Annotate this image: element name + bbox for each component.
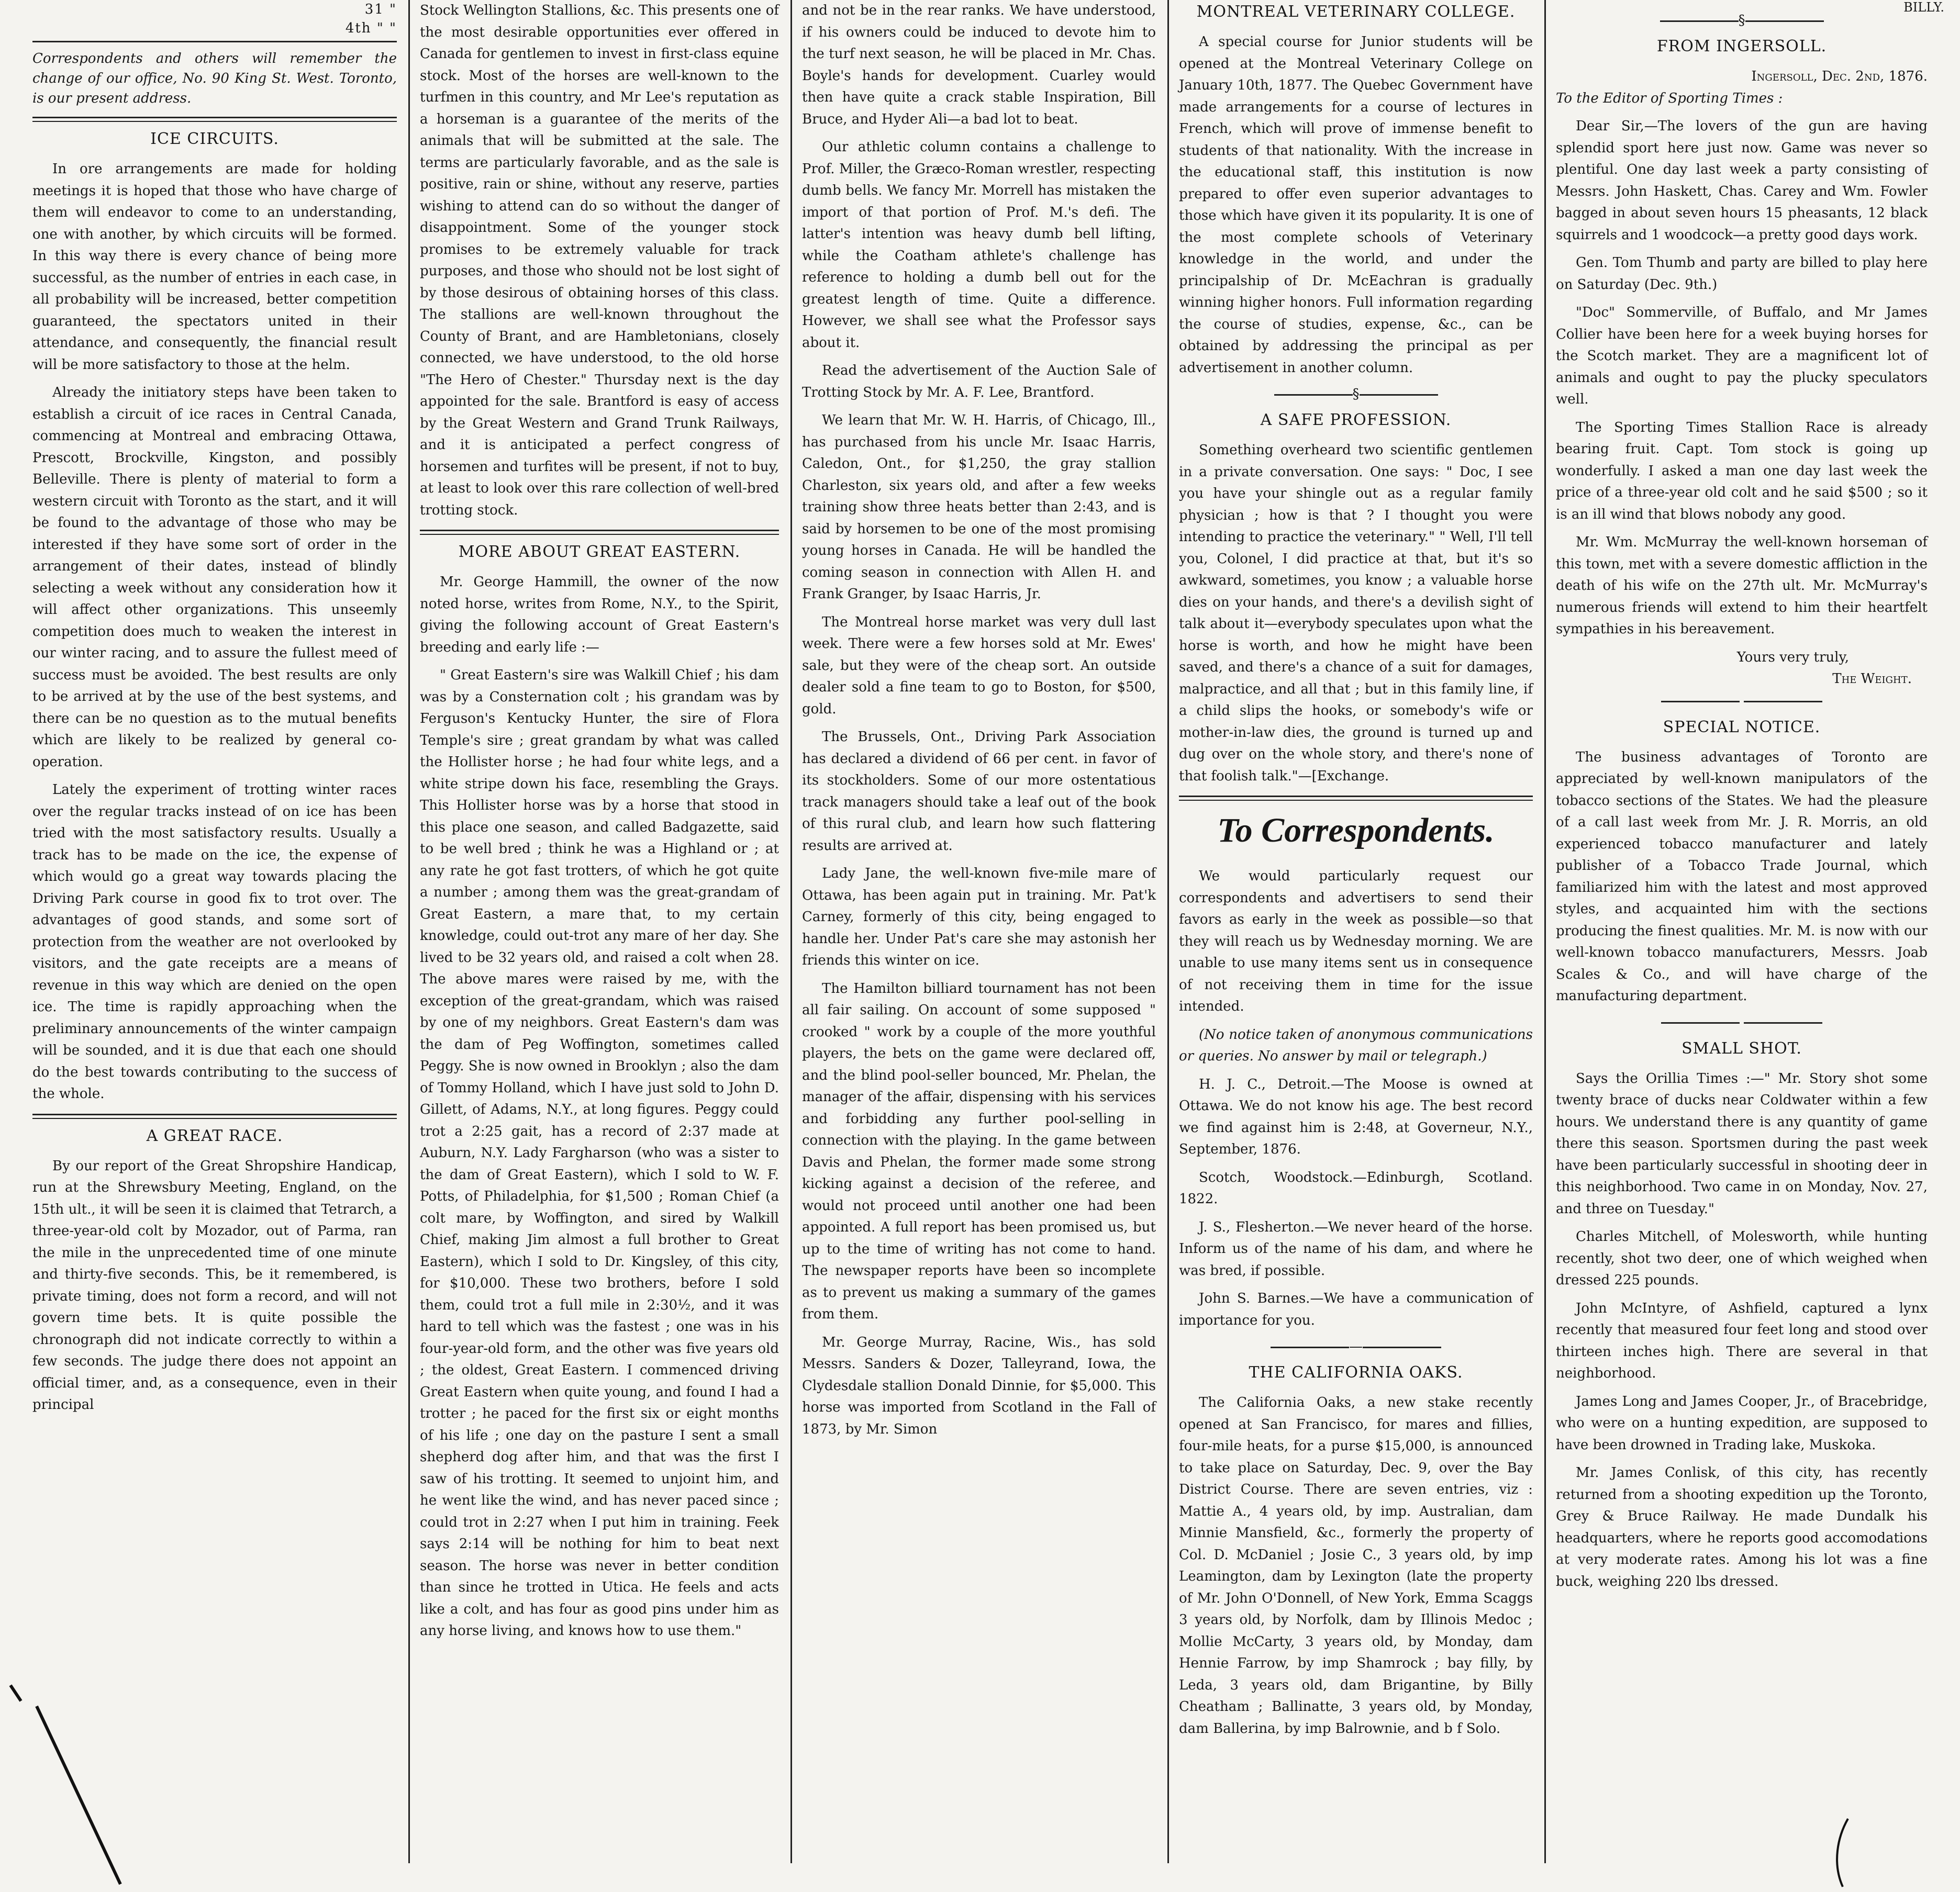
- letter-closing: Yours very truly,: [1736, 649, 1849, 665]
- correspondent-answer: Scotch, Woodstock.—Edinburgh, Scotland. 1822.: [1179, 1169, 1533, 1207]
- article-paragraph: John McIntyre, of Ashfield, captured a lynx recently that measured four feet long and stood over thirteen inches high. There are several in that neighborhood.: [1556, 1300, 1928, 1381]
- divider: [32, 117, 397, 122]
- veterinary-college-heading: MONTREAL VETERINARY COLLEGE.: [1196, 3, 1516, 21]
- scan-mark: [1827, 1816, 1858, 1889]
- great-eastern-heading: MORE ABOUT GREAT EASTERN.: [458, 543, 741, 561]
- article-paragraph: Lately the experiment of trotting winter races over the regular tracks instead of on ice has been tried with the most satisfactory results. Usually a track has to be made on the ice, the expense of which would go a great way towards placing the Driving Park course in good fix to trot over. The advantages of good stands, and some sort of protection from the weather are not overlooked by visitors, and the gate receipts are a means of revenue in this way which are denied on the open ice. The time is rapidly approaching when the preliminary announcements of the winter campaign will be sounded, and it is due that each one should do the best towards contributing to the success of the whole.: [32, 782, 397, 1102]
- ornament-divider: [1556, 692, 1928, 710]
- article-paragraph: The Montreal horse market was very dull last week. There were a few horses sold at Mr. Ewes' sale, but they were of the cheap sort. An outside dealer sold a fine team to go to Boston, for $500, gold.: [802, 614, 1156, 717]
- great-race-heading: A GREAT RACE.: [146, 1126, 283, 1145]
- article-paragraph: We would particularly request our correspondents and advertisers to send their favors as early in the week as possible—so that they will reach us by Wednesday morning. We are unable to use many items sent us in consequence of not receiving them in time for the issue intended.: [1179, 868, 1533, 1014]
- divider: [32, 1114, 397, 1119]
- article-paragraph: Something overheard two scientific gentlemen in a private conversation. One says: " Doc, I see you have your shingle out as a regular family physician ; how is that ? I thought you were intending to practice the veterinary." " Well, I'll tell you, Colonel, I did practice at that, but it's so awkward, sometimes, you know ; a valuable horse dies on your hands, and there's a devilish sight of talk about it—everybody speculates upon what the horse is worth, and how he might have been saved, and there's a chance of a suit for damages, malpractice, and all that ; but in this family line, if a child slips the hooks, or somebody's wife or mother-in-law dies, the ground is turned up and dug over on the whole story, and there's none of that foolish talk."—[Exchange.: [1179, 442, 1533, 784]
- california-oaks-heading: THE CALIFORNIA OAKS.: [1249, 1363, 1463, 1382]
- letter-paragraph: Mr. Wm. McMurray the well-known horseman of this town, met with a severe domestic affliction in the death of his wife on the 27th ult. Mr. McMurray's numerous friends will extend to him their heartfelt sympathies in his bereavement.: [1556, 534, 1928, 637]
- ornament-divider: —: [1179, 1338, 1533, 1356]
- article-paragraph: The California Oaks, a new stake recently opened at San Francisco, for mares and fillies, four-mile heats, for a purse $15,000, is announced to take place on Saturday, Dec. 9, over the Bay District Course. There are seven entries, viz : Mattie A., 4 years old, by imp. Australian, dam Minnie Mansfield, &c., formerly the property of Col. D. McDaniel ; Josie C., 3 years old, by imp Leamington, dam by Lexington (late the property of Mr. John O'Donnell, of New York, Emma Scaggs 3 years old, by Norfolk, dam by Illinois Medoc ; Mollie McCarty, 3 years old, by Monday, dam Hennie Farrow, by imp Shamrock ; bay filly, by Leda, 3 years old, dam Brigantine, by Billy Cheatham ; Ballinatte, 3 years old, by Monday, dam Ballerina, by imp Balrownie, and b f Solo.: [1179, 1395, 1533, 1737]
- letter-paragraph: Gen. Tom Thumb and party are billed to play here on Saturday (Dec. 9th.): [1556, 255, 1928, 293]
- divider: [420, 530, 779, 535]
- correspondent-answer: J. S., Flesherton.—We never heard of the horse. Inform us of the name of his dam, and where he was bred, if possible.: [1179, 1219, 1533, 1279]
- anonymous-note: (No notice taken of anonymous communications or queries. No answer by mail or telegraph.): [1179, 1026, 1533, 1064]
- column-4: [1167, 0, 1544, 1863]
- article-paragraph: Our athletic column contains a challenge to Prof. Miller, the Græco-Roman wrestler, respecting dumb bells. We fancy Mr. Morrell has mistaken the import of that portion of Prof. M.'s defi. The latter's intention was heavy dumb bell lifting, while the Coatham athlete's challenge has reference to holding a dumb bell out for the greatest length of time. Quite a difference. However, we shall see what the Professor says about it.: [802, 139, 1156, 351]
- column-1: [21, 0, 408, 1863]
- article-paragraph: In ore arrangements are made for holding meetings it is hoped that those who have charge of them will endeavor to come to an understanding, one with another, by which circuits will be formed. In this way there is every chance of being more successful, as the number of entries in each case, in all probability will be increased, better competition guaranteed, the spectators united in their attendance, and consequently, the financial result will be more satisfactory to those at the helm.: [32, 161, 397, 373]
- article-paragraph: Charles Mitchell, of Molesworth, while hunting recently, shot two deer, one of which weighed when dressed 225 pounds.: [1556, 1229, 1928, 1288]
- article-paragraph: Says the Orillia Times :—" Mr. Story shot some twenty brace of ducks near Coldwater within a few hours. We understand there is any quantity of game there this season. Sportsmen during the past week have been particularly successful in shooting deer in this neighborhood. Two came in on Monday, Nov. 27, and three on Tuesday.": [1556, 1070, 1928, 1217]
- article-paragraph: and not be in the rear ranks. We have understood, if his owners could be induced to devote him to the turf next season, he will be placed in Mr. Chas. Boyle's hands for development. Cuarley would then have quite a crack stable Inspiration, Bill Bruce, and Hyder Ali—a bad lot to beat.: [802, 3, 1156, 127]
- article-paragraph: The Brussels, Ont., Driving Park Association has declared a dividend of 66 per cent. in favor of its stockholders. Some of our more ostentatious track managers should take a leaf out of the book of this rural club, and learn how such flattering results are arrived at.: [802, 729, 1156, 854]
- article-paragraph: Mr. James Conlisk, of this city, has recently returned from a shooting expedition up the Toronto, Grey & Bruce Railway. He made Dundalk his headquarters, where he reports good accomodations at very moderate rates. Among his lot was a fine buck, weighing 220 lbs dressed.: [1556, 1465, 1928, 1589]
- article-paragraph: The Hamilton billiard tournament has not been all fair sailing. On account of some supposed " crooked " work by a couple of the more youthful players, the bets on the game were declared off, and the blind pool-seller bounced, Mr. Phelan, the manager of the affair, dispensing with his services and forbidding any further pool-selling in connection with the playing. In the game between Davis and Phelan, the former made some strong kicking against a decision of the referee, and would not proceed until another one had been appointed. A full report has been promised us, but up to the time of writing has not come to hand. The newspaper reports have been so incomplete as to prevent us making a summary of the games from them.: [802, 980, 1156, 1322]
- top-list-row: 4th " ": [345, 20, 397, 36]
- article-paragraph: By our report of the Great Shropshire Handicap, run at the Shrewsbury Meeting, England, on the 15th ult., it will be seen it is claimed that Tetrarch, a three-year-old colt by Mozador, out of Parma, ran the mile in the unprecedented time of one minute and thirty-five seconds. This, be it remembered, is private timing, does not form a record, and will not govern time bets. It is quite possible the chronograph did not indicate correctly to within a few seconds. The judge there does not appoint an official timer, and, as a consequence, even in their principal: [32, 1158, 397, 1413]
- article-paragraph: Lady Jane, the well-known five-mile mare of Ottawa, has been again put in training. Mr. Pat'k Carney, formerly of this city, being engaged to handle her. Under Pat's care she may astonish her friends this winter on ice.: [802, 866, 1156, 968]
- article-paragraph: " Great Eastern's sire was Walkill Chief ; his dam was by a Consternation colt ; his grandam was by Ferguson's Kentucky Hunter, the sire of Flora Temple's sire ; great grandam by what was called the Hollister horse ; he had four white legs, and a white stripe down his face, resembling the Grays. This Hollister horse was by a horse that stood in this place one season, and called Badgazette, said to be well bred ; think he was a Highland or ; at any rate he got fast trotters, of which he got quite a number ; among them was the great-grandam of Great Eastern, a mare that, to my certain knowledge, could out-trot any mare of her day. She lived to be 32 years old, and raised a colt when 28. The above mares were raised by me, with the exception of the great-grandam, which was raised by one of my neighbors. Great Eastern's dam was the dam of Peg Woffington, sometimes called Peggy. She is now owned in Brooklyn ; also the dam of Tommy Holland, which I have just sold to John D. Gillett, of Adams, N.Y., at long figures. Peggy could trot a 2:25 gait, has a record of 2:37 made at Auburn, N.Y. Lady Fargharson (who was a sister to the dam of Great Eastern), which I sold to W. F. Potts, of Philadelphia, for $1,500 ; Roman Chief (a colt mare, by Woffington, and sired by Walkill Chief, making Jim almost a full brother to Great Eastern), which I sold to Dr. Kingsley, of this city, for $10,000. These two brothers, before I sold them, could trot a full mile in 2:30½, and it was hard to tell which was the fastest ; one was in his four-year-old form, and the other was five years old ; the oldest, Great Eastern. I commenced driving Great Eastern when quite young, and found I had a trotter ; he paced for the first six or eight months of his life ; one day on the pasture I sent a small shepherd dog after him, and that was the first I saw of his trotting. It seemed to unjoint him, and he went like the wind, and has never paced since ; could trot in 2:27 when I put him in training. Feek says 2:14 will be nothing for him to beat next season. The horse was never in better condition than since he trotted in Utica. He feels and acts like a colt, and has four as good pins under him as any horse living, and knows how to use them.": [420, 667, 779, 1639]
- column-5: [1544, 0, 1939, 1863]
- office-notice: Correspondents and others will remember the change of our office, No. 90 King St. West. Toronto, is our present address.: [32, 51, 397, 106]
- article-paragraph: Read the advertisement of the Auction Sale of Trotting Stock by Mr. A. F. Lee, Brantford.: [802, 363, 1156, 400]
- ornament-divider: §: [1179, 385, 1533, 403]
- small-shot-heading: SMALL SHOT.: [1681, 1039, 1802, 1058]
- salutation: To the Editor of Sporting Times :: [1556, 90, 1783, 106]
- article-paragraph: Mr. George Hammill, the owner of the now noted horse, writes from Rome, N.Y., to the Spirit, giving the following account of Great Eastern's breeding and early life :—: [420, 574, 779, 655]
- article-paragraph: Stock Wellington Stallions, &c. This presents one of the most desirable opportunities ever offered in Canada for gentlemen to invest in first-class equine stock. Most of the horses are well-known to the turfmen in this country, and Mr Lee's reputation as a horseman is a guarantee of the merits of the animals that will be submitted at the sale. The terms are particularly favorable, and as the sale is positive, rain or shine, without any reserve, parties wishing to attend can do so without the danger of disappointment. Some of the younger stock promises to be extremely valuable for track purposes, and those who should not be lost sight of by those desirous of obtaining horses of this class. The stallions are well-known throughout the County of Brant, and are Hambletonians, closely connected, we have understood, to the old horse "The Hero of Chester." Thursday next is the day appointed for the sale. Brantford is easy of access by the Great Western and Grand Trunk Railways, and it is anticipated a perfect congress of horsemen and turfites will be present, if not to buy, at least to look over this rare collection of well-bred trotting stock.: [420, 3, 779, 518]
- column-3: [790, 0, 1167, 1863]
- column-2: [408, 0, 790, 1863]
- header-fragment: BILLY.: [1903, 0, 1944, 15]
- letter-paragraph: "Doc" Sommerville, of Buffalo, and Mr James Collier have been here for a week buying horses for the Scotch market. They are a magnificent lot of animals and ought to pay the plucky speculators well.: [1556, 305, 1928, 407]
- article-paragraph: We learn that Mr. W. H. Harris, of Chicago, Ill., has purchased from his uncle Mr. Isaac Harris, Caledon, Ont., for $1,250, the gray stallion Charleston, six years old, and after a few weeks training show three heats better than 2:43, and is said by horsemen to be one of the most promising young horses in Canada. He will be handled the coming season in connection with Allen H. and Frank Granger, by Isaac Harris, Jr.: [802, 412, 1156, 602]
- article-paragraph: Mr. George Murray, Racine, Wis., has sold Messrs. Sanders & Dozer, Talleyrand, Iowa, the Clydesdale stallion Donald Dinnie, for $5,000. This horse was imported from Scotland in the Fall of 1873, by Mr. Simon: [802, 1334, 1156, 1437]
- top-list: [32, 0, 397, 38]
- letter-signature: The Weight.: [1832, 671, 1912, 687]
- scan-mark: [0, 1664, 136, 1889]
- correspondents-heading: To Correspondents.: [1217, 811, 1495, 849]
- dateline: Ingersoll, Dec. 2nd, 1876.: [1751, 69, 1928, 84]
- correspondent-answer: H. J. C., Detroit.—The Moose is owned at Ottawa. We do not know his age. The best record we find against him is 2:48, at Governeur, N.Y., September, 1876.: [1179, 1076, 1533, 1157]
- correspondent-answer: John S. Barnes.—We have a communication of importance for you.: [1179, 1291, 1533, 1328]
- article-paragraph: A special course for Junior students will be opened at the Montreal Veterinary College on January 10th, 1877. The Quebec Government have made arrangements for a course of lectures in French, which will prove of immense benefit to students of that nationality. With the increase in the educational staff, this institution is now prepared to offer even superior advantages to those which have given it its popularity. It is one of the most complete schools of Veterinary knowledge in the world, and under the principalship of Dr. McEachran is gradually winning higher honors. Full information regarding the course of studies, expense, &c., can be obtained by addressing the principal as per advertisement in another column.: [1179, 34, 1533, 376]
- article-paragraph: Already the initiatory steps have been taken to establish a circuit of ice races in Central Canada, commencing at Montreal and embracing Ottawa, Prescott, Brockville, Kingston, and possibly Belleville. There is plenty of material to form a western circuit with Toronto as the start, and it will be found to the advantage of those who may be interested if they have some sort of order in the arrangement of their dates, instead of blindly selecting a week without any consideration how it will affect other organizations. This unseemly competition does much to weaken the interest in our winter racing, and to assure the fullest meed of success must be avoided. The best results are only to be arrived at by the use of the best systems, and there can be no question as to the mutual benefits which are likely to be realized by general co-operation.: [32, 385, 397, 770]
- ingersoll-heading: FROM INGERSOLL.: [1656, 37, 1827, 55]
- safe-profession-heading: A SAFE PROFESSION.: [1260, 411, 1452, 429]
- top-list-row: 31 ": [364, 2, 397, 17]
- ice-circuits-heading: ICE CIRCUITS.: [150, 130, 279, 148]
- letter-paragraph: Dear Sir,—The lovers of the gun are having splendid sport here just now. Game was never so plentiful. One day last week a party consisting of Messrs. John Haskett, Chas. Carey and Wm. Fowler bagged in about seven hours 15 pheasants, 12 black squirrels and 1 woodcock—a pretty good days work.: [1556, 118, 1928, 243]
- article-paragraph: James Long and James Cooper, Jr., of Bracebridge, who were on a hunting expedition, are supposed to have been drowned in Trading lake, Muskoka.: [1556, 1393, 1928, 1453]
- divider: [1179, 796, 1533, 801]
- letter-paragraph: The Sporting Times Stallion Race is already bearing fruit. Capt. Tom stock is going up wonderfully. I asked a man one day last week the price of a three-year old colt and he said $500 ; so it is an ill wind that blows nobody any good.: [1556, 419, 1928, 522]
- special-notice-heading: SPECIAL NOTICE.: [1663, 718, 1821, 736]
- ornament-divider: [1556, 1014, 1928, 1032]
- ornament-divider: §: [1556, 12, 1928, 29]
- article-paragraph: The business advantages of Toronto are appreciated by well-known manipulators of the tobacco sections of the States. We had the pleasure of a call last week from Mr. J. R. Morris, an old experienced tobacco manufacturer and lately publisher of a Tobacco Trade Journal, which familiarized him with the latest and most approved styles, and acquainted him with the sections producing the finest qualities. Mr. M. is now with our well-known tobacco manufacturers, Messrs. Joab Scales & Co., and will have charge of the manufacturing department.: [1556, 749, 1928, 1004]
- divider: [32, 41, 397, 42]
